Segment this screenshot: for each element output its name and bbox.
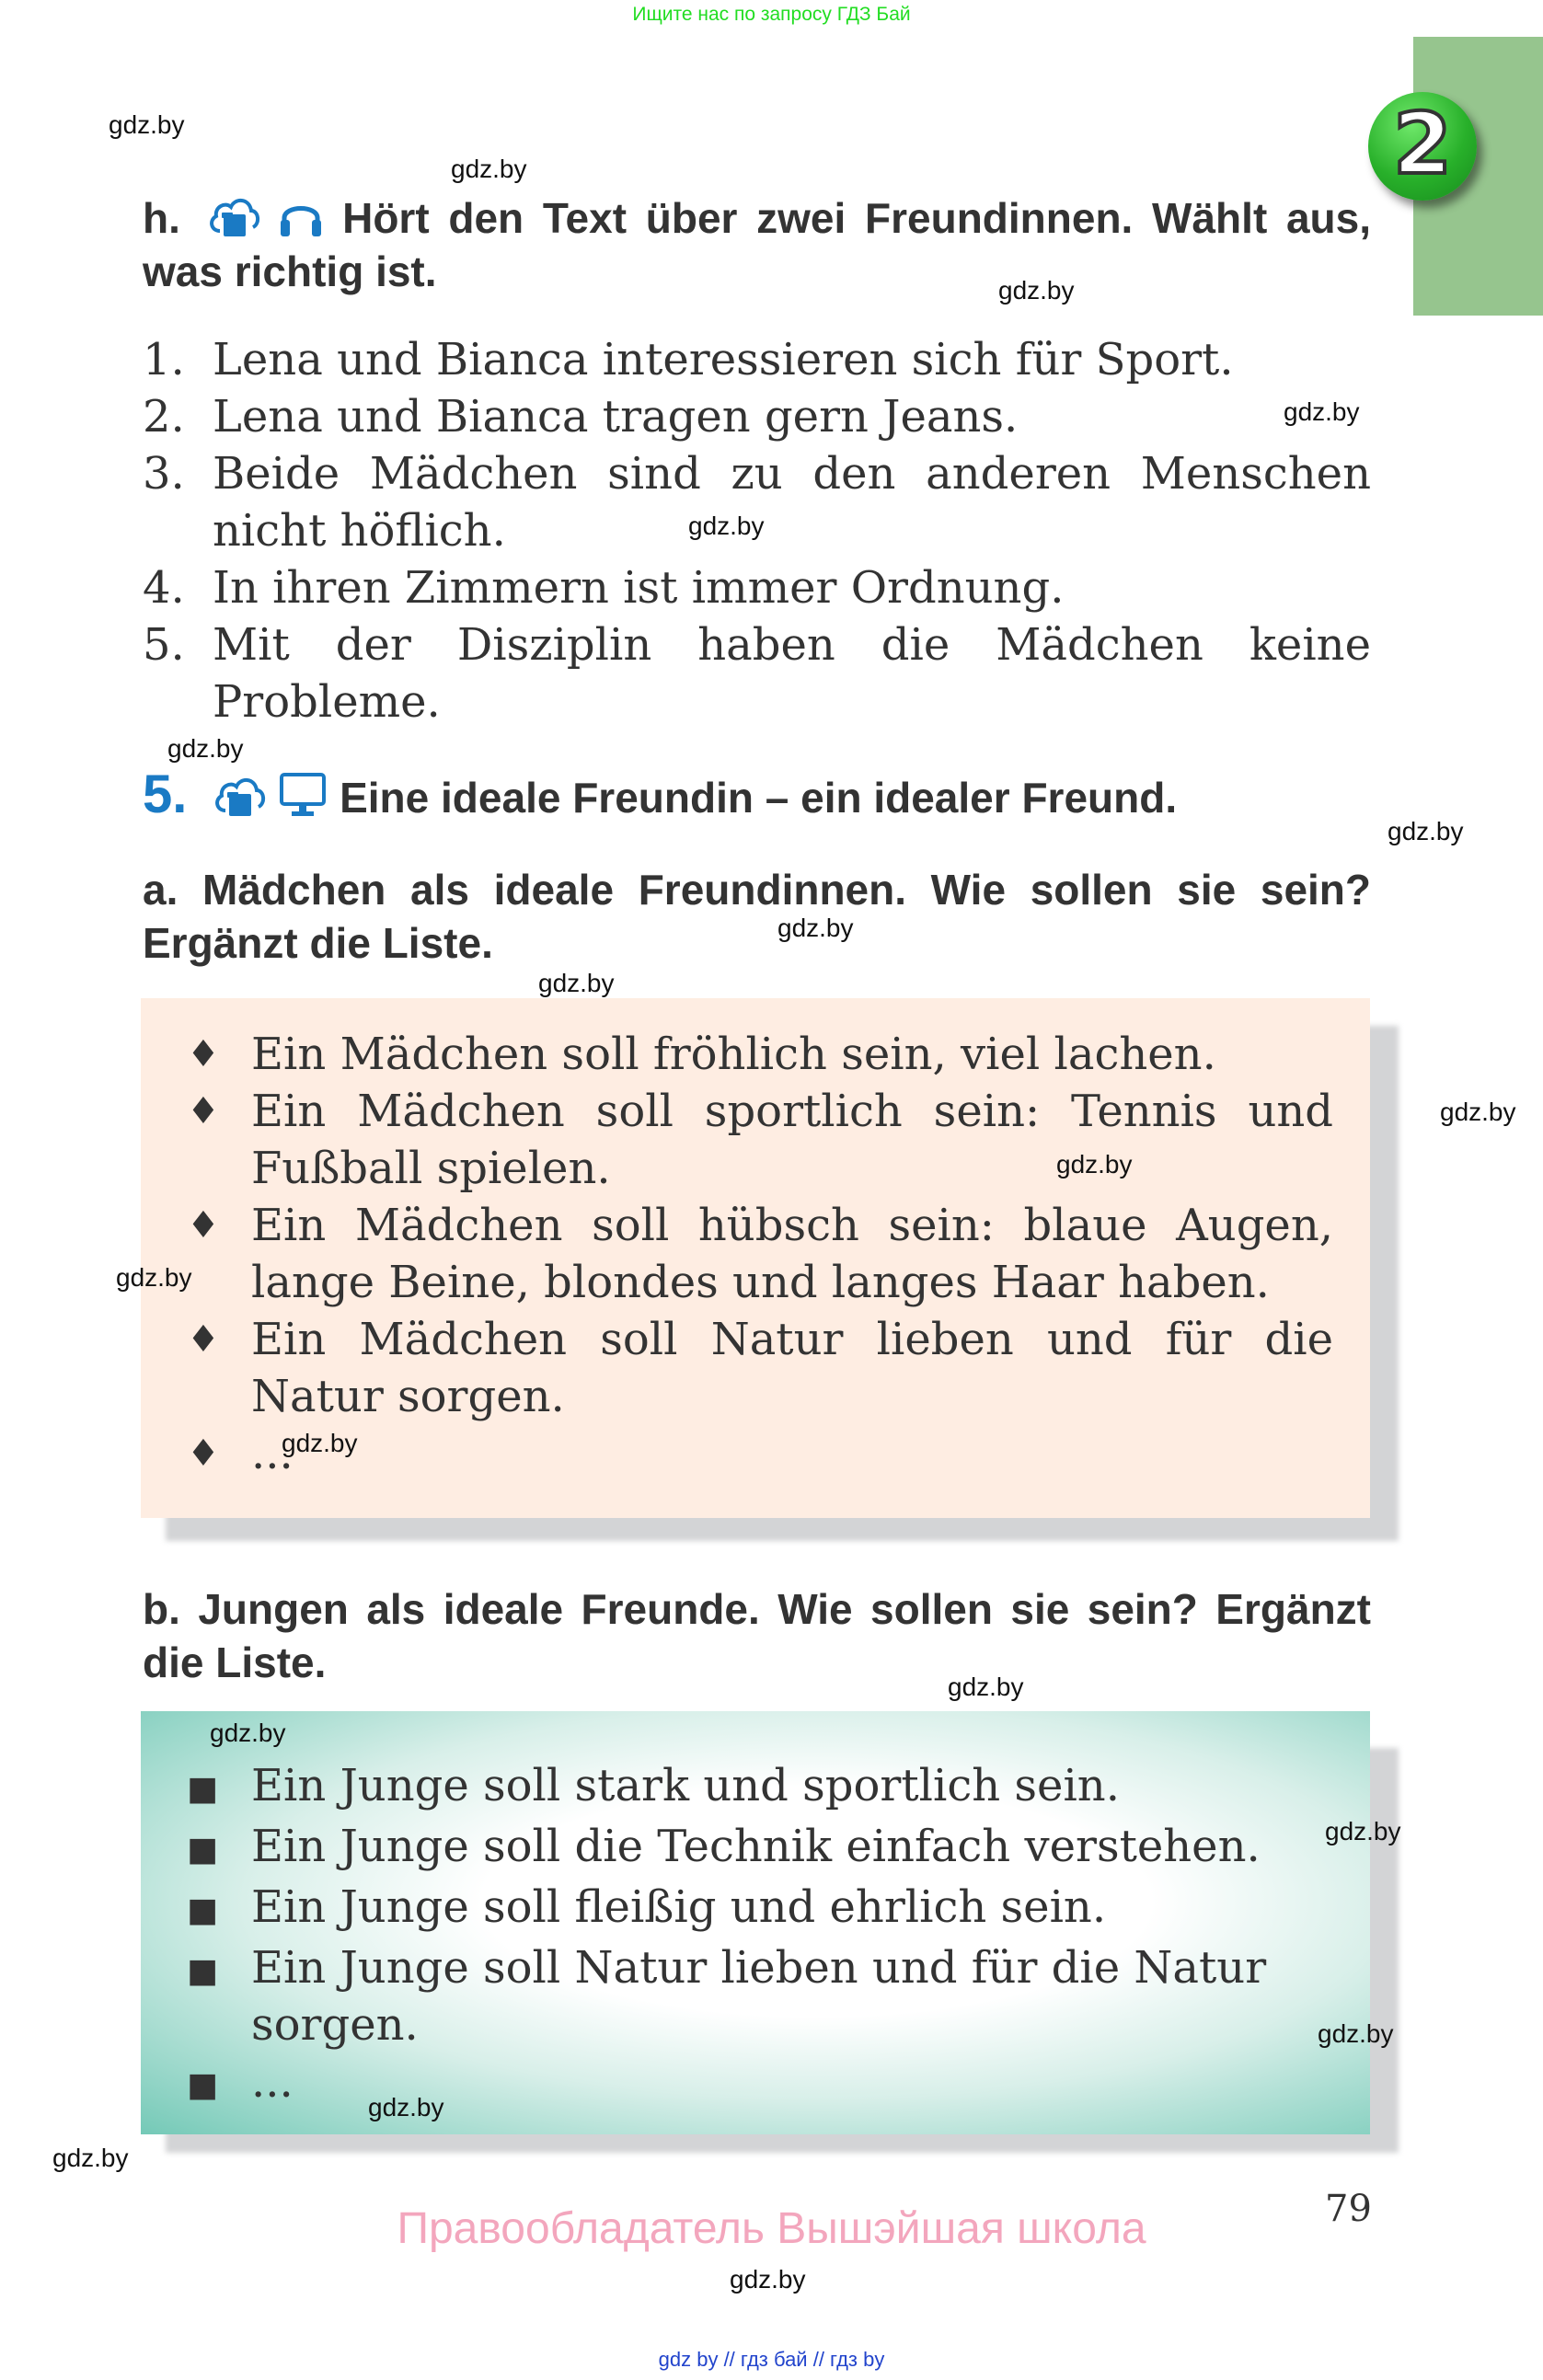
exercise-number: 5.	[143, 765, 188, 824]
watermark: gdz.by	[1318, 2019, 1394, 2048]
square-bullet-icon: ■	[187, 2066, 219, 2104]
item-number: 2.	[143, 391, 185, 443]
watermark: gdz.by	[730, 2265, 806, 2294]
item-text: Ein Mädchen soll hübsch sein: blaue Augen, lange Beine, blondes und langes Haar haben.	[251, 1200, 1333, 1308]
diamond-bullet-icon: ♦	[187, 1318, 220, 1361]
chapter-number: 2	[1392, 95, 1452, 193]
item-text: In ihren Zimmern ist immer Ordnung.	[213, 562, 1065, 614]
cloud-folder-icon	[207, 196, 260, 238]
exercise-5-heading	[143, 765, 1178, 824]
square-bullet-icon: ■	[187, 1891, 219, 1929]
boys-qualities-list	[178, 1757, 1333, 2114]
list-item	[143, 388, 1371, 445]
watermark: gdz.by	[1440, 1098, 1516, 1126]
watermark: gdz.by	[1325, 1817, 1401, 1845]
diamond-bullet-icon: ♦	[187, 1090, 220, 1133]
watermark: gdz.by	[1056, 1150, 1133, 1179]
part-letter: b.	[143, 1585, 180, 1633]
exercise-5-title: Eine ideale Freundin – ein idealer Freund.	[340, 774, 1178, 822]
diamond-bullet-icon: ♦	[187, 1204, 220, 1247]
list-item	[178, 1879, 1333, 1939]
part-letter: a.	[143, 866, 178, 914]
page-number: 79	[1325, 2188, 1372, 2230]
list-item	[143, 616, 1371, 730]
watermark: gdz.by	[52, 2144, 129, 2172]
item-text: Lena und Bianca interessieren sich für Sport.	[213, 334, 1234, 385]
watermark: gdz.by	[777, 914, 854, 942]
headphones-icon	[279, 196, 323, 238]
watermark: gdz.by	[1388, 817, 1464, 845]
watermark: gdz.by	[210, 1719, 286, 1747]
diamond-bullet-icon: ♦	[187, 1432, 220, 1475]
list-item	[143, 559, 1371, 616]
item-text: ...	[251, 2056, 294, 2108]
diamond-bullet-icon: ♦	[187, 1033, 220, 1075]
item-text: Beide Mädchen sind zu den anderen Menschen nicht höflich.	[213, 448, 1371, 557]
square-bullet-icon: ■	[187, 1770, 219, 1808]
monitor-icon	[279, 772, 327, 818]
item-number: 4.	[143, 562, 185, 614]
watermark: gdz.by	[948, 1673, 1024, 1701]
list-item	[178, 1757, 1333, 1818]
item-text: Ein Mädchen soll fröhlich sein, viel lachen.	[251, 1029, 1216, 1080]
watermark: gdz.by	[1284, 397, 1360, 426]
copyright-owner: Правообладатель Вышэйшая школа	[397, 2204, 1146, 2253]
list-item	[178, 1939, 1333, 2053]
watermark: gdz.by	[167, 734, 244, 763]
part-b-instruction: Jungen als ideale Freunde. Wie sollen sie sein? Ergänzt die Liste.	[143, 1585, 1371, 1686]
list-item	[143, 445, 1371, 559]
watermark: gdz.by	[998, 276, 1075, 305]
square-bullet-icon: ■	[187, 1831, 219, 1868]
item-text: Ein Junge soll die Technik einfach verstehen.	[251, 1821, 1261, 1872]
item-text: Ein Junge soll stark und sportlich sein.	[251, 1760, 1120, 1811]
list-item	[178, 1026, 1333, 1083]
list-item	[178, 1311, 1333, 1425]
watermark: gdz.by	[282, 1429, 358, 1457]
part-a-instruction: Mädchen als ideale Freundinnen. Wie sollen sie sein? Ergänzt die Liste.	[143, 866, 1372, 967]
item-text: Ein Junge soll Natur lieben und für die Natur sorgen.	[251, 1942, 1267, 2051]
item-text: Ein Mädchen soll Natur lieben und für die Natur sorgen.	[251, 1314, 1333, 1422]
item-text: Lena und Bianca tragen gern Jeans.	[213, 391, 1019, 443]
part-b-heading	[143, 1582, 1371, 1689]
item-number: 3.	[143, 448, 185, 500]
exercise-letter: h.	[143, 194, 180, 242]
item-text: Ein Junge soll fleißig und ehrlich sein.	[251, 1881, 1107, 1933]
cloud-folder-icon	[213, 776, 266, 818]
watermark: gdz.by	[368, 2093, 444, 2121]
item-number: 1.	[143, 334, 185, 385]
item-number: 5.	[143, 619, 185, 671]
item-text: Mit der Disziplin haben die Mädchen keine Probleme.	[213, 619, 1371, 728]
list-item	[178, 1197, 1333, 1311]
list-item	[143, 331, 1371, 388]
exercise-h-instruction: Hört den Text über zwei Freundinnen. Wählt aus, was richtig ist.	[143, 194, 1372, 295]
top-banner: Ищите нас по запросу ГДЗ Бай	[632, 4, 911, 25]
part-a-heading	[143, 863, 1371, 970]
statement-list	[143, 331, 1371, 730]
item-text: Ein Mädchen soll sportlich sein: Tennis und Fußball spielen.	[251, 1086, 1333, 1194]
exercise-h-heading	[143, 191, 1371, 298]
square-bullet-icon: ■	[187, 1952, 219, 1990]
boys-qualities-box	[141, 1711, 1370, 2134]
chapter-badge	[1368, 92, 1477, 201]
watermark: gdz.by	[116, 1263, 192, 1292]
list-item	[178, 1083, 1333, 1197]
bottom-links[interactable]: gdz by // гдз бай // гдз by	[658, 2348, 885, 2371]
watermark: gdz.by	[688, 512, 765, 540]
list-item	[178, 1818, 1333, 1879]
watermark: gdz.by	[538, 969, 615, 997]
watermark: gdz.by	[451, 155, 527, 183]
girls-qualities-list	[178, 1026, 1333, 1482]
list-item	[178, 2053, 1333, 2114]
item-text: ...	[251, 1428, 294, 1479]
watermark: gdz.by	[109, 110, 185, 139]
